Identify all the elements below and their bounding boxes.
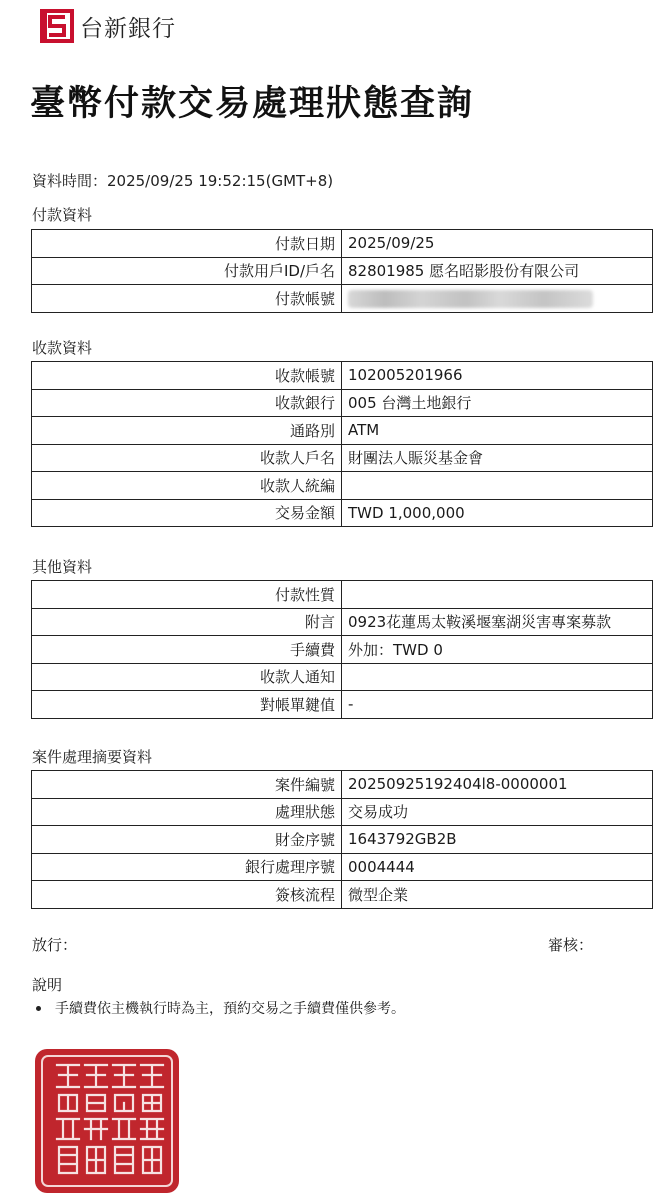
row-label: 通路別 (32, 417, 342, 445)
row-value (342, 581, 653, 609)
row-label: 收款人統編 (32, 472, 342, 500)
row-value: 交易成功 (342, 798, 653, 826)
section-title-case: 案件處理摘要資料 (32, 748, 153, 766)
row-label: 付款用戶ID/戶名 (32, 257, 342, 285)
row-label: 收款帳號 (32, 362, 342, 390)
table-row (32, 444, 653, 472)
note-item (36, 998, 405, 1018)
row-label: 付款日期 (32, 230, 342, 258)
row-label: 付款性質 (32, 581, 342, 609)
row-value: 2025/09/25 (342, 230, 653, 258)
row-label: 簽核流程 (32, 881, 342, 909)
row-value: 1643792GB2B (342, 826, 653, 854)
section-title-receipt: 收款資料 (32, 339, 93, 357)
row-label: 收款銀行 (32, 389, 342, 417)
row-value: 102005201966 (342, 362, 653, 390)
table-row (32, 362, 653, 390)
row-value (342, 472, 653, 500)
row-value: 20250925192404l8-0000001 (342, 771, 653, 799)
bank-logo (40, 9, 176, 43)
row-value: TWD 1,000,000 (342, 499, 653, 527)
row-value-redacted (342, 285, 653, 313)
row-label: 收款人通知 (32, 663, 342, 691)
table-row (32, 417, 653, 445)
row-value: 財團法人賑災基金會 (342, 444, 653, 472)
table-row (32, 881, 653, 909)
row-label: 銀行處理序號 (32, 853, 342, 881)
row-label: 附言 (32, 608, 342, 636)
row-value: 外加：TWD 0 (342, 636, 653, 664)
table-row (32, 636, 653, 664)
row-label: 手續費 (32, 636, 342, 664)
row-value: ATM (342, 417, 653, 445)
row-value: 82801985 愿名昭影股份有限公司 (342, 257, 653, 285)
table-row (32, 853, 653, 881)
note-text: 手續費依主機執行時為主，預約交易之手續費僅供參考。 (55, 1001, 405, 1017)
case-table (31, 770, 653, 909)
page-title: 臺幣付款交易處理狀態查詢 (30, 84, 475, 124)
row-label: 財金序號 (32, 826, 342, 854)
table-row (32, 472, 653, 500)
row-label: 處理狀態 (32, 798, 342, 826)
row-label: 付款帳號 (32, 285, 342, 313)
table-row (32, 826, 653, 854)
note-title: 說明 (32, 976, 63, 994)
red-bank-seal-icon (33, 1047, 181, 1195)
row-value (342, 663, 653, 691)
table-row (32, 581, 653, 609)
table-row (32, 663, 653, 691)
row-label: 對帳單鍵值 (32, 691, 342, 719)
bank-name: 台新銀行 (80, 15, 176, 42)
row-value: 0923花蓮馬太鞍溪堰塞湖災害專案募款 (342, 608, 653, 636)
section-title-payment: 付款資料 (32, 206, 93, 224)
approve-label: 放行： (32, 936, 78, 954)
row-label: 交易金額 (32, 499, 342, 527)
table-row (32, 230, 653, 258)
row-value: - (342, 691, 653, 719)
section-title-other: 其他資料 (32, 558, 93, 576)
row-value: 微型企業 (342, 881, 653, 909)
table-row (32, 771, 653, 799)
review-label: 審核： (548, 936, 594, 954)
other-table (31, 580, 653, 719)
table-row (32, 499, 653, 527)
taishin-bank-logo-icon (40, 9, 74, 43)
table-row (32, 285, 653, 313)
receipt-table (31, 361, 653, 527)
row-label: 案件編號 (32, 771, 342, 799)
table-row (32, 389, 653, 417)
data-time: 資料時間：2025/09/25 19:52:15(GMT+8) (32, 172, 334, 190)
table-row (32, 608, 653, 636)
payment-table (31, 229, 653, 313)
row-value: 0004444 (342, 853, 653, 881)
table-row (32, 798, 653, 826)
bullet-icon (36, 1006, 41, 1011)
row-label: 收款人戶名 (32, 444, 342, 472)
table-row (32, 257, 653, 285)
redacted-account-blur (348, 290, 593, 308)
row-value: 005 台灣土地銀行 (342, 389, 653, 417)
table-row (32, 691, 653, 719)
